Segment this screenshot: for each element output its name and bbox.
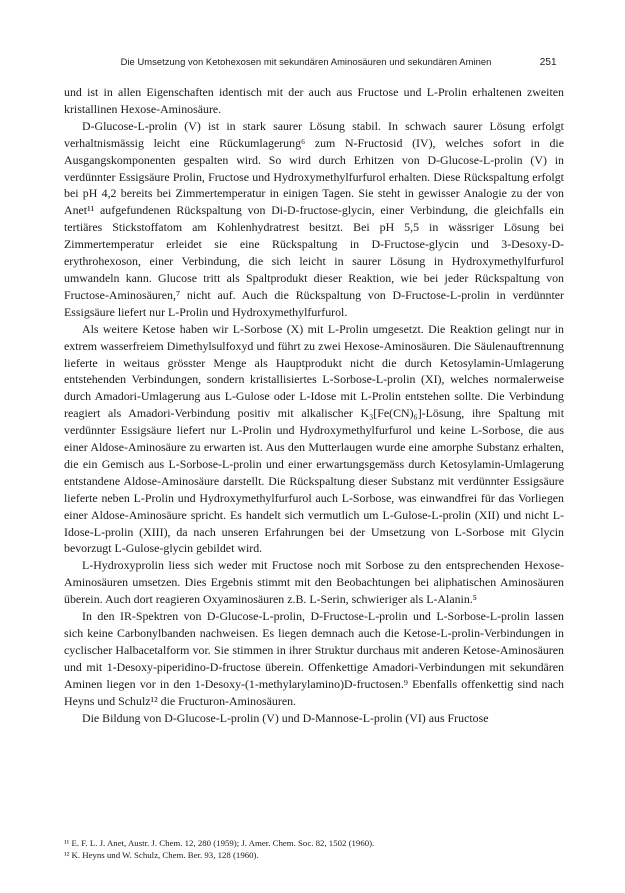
paragraph-continuation: und ist in allen Eigenschaften identisch mit der auch aus Fructose und L-Prolin erhaltenen zweiten kristallinen Hexose-Aminosäure. xyxy=(64,85,564,116)
paragraph-hydroxyprolin: L-Hydroxyprolin liess sich weder mit Fructose noch mit Sorbose zu den entsprechenden Hexose-Aminosäuren umsetzen. Dies Ergebnis stimmt mit den Beobachtungen bei aliphatischen Aminosäuren überein. Auch dort reagieren Oxyaminosäuren z.B. L-Serin, schwieriger als L-Alanin.⁵ xyxy=(64,558,564,607)
footnote-11: ¹¹ E. F. L. J. Anet, Austr. J. Chem. 12, 280 (1959); J. Amer. Chem. Soc. 82, 1502 (1960). xyxy=(64,838,375,848)
running-title: Die Umsetzung von Ketohexosen mit sekundären Aminosäuren und sekundären Aminen xyxy=(120,56,492,67)
paragraph-formation: Die Bildung von D-Glucose-L-prolin (V) und D-Mannose-L-prolin (VI) aus Fructose xyxy=(82,710,489,725)
paragraph-sorbose-reaction: Als weitere Ketose haben wir L-Sorbose (X) mit L-Prolin umgesetzt. Die Reaktion gelingt nur in extrem wasserfreiem Dimethylsulfoxyd und führt zu zwei Hexose-Aminosäuren. Die Säulenauftrennung lieferte in weitaus grösster Menge als Hauptprodukt nicht die durch Ketosylamin-Umlagerung entstehenden Verbindungen, sondern kristallisiertes L-Sorbose-L-prolin (XI), welches normalerweise durch Amadori-Umlagerung aus L-Gulose oder L-Idose mit L-Prolin entstehen sollte. Die Verbindung reagiert als Amadori-Verbindung positiv mit alkalischer K₃[Fe(CN)₆]-Lösung, ihre Spaltung mit verdünnter Essigsäure liefert nur L-Prolin und Hydroxymethylfurfurol und keine L-Sorbose, die aus einer Aldose-Aminosäure zu erwarten ist. Aus den Mutterlaugen wurde eine amorphe Substanz erhalten, die ein Gemisch aus L-Sorbose-L-prolin und einer erwartungsgemäss durch Ketosylamin-Umlagerung entstandene Aldose-Aminosäure darstellt. Die Rückspaltung dieser Substanz mit verdünnter Essigsäure lieferte neben L-Prolin und Hydroxymethylfurfurol auch L-Sorbose, was einwandfrei für das Vorliegen einer Aldose-Aminosäure spricht. Es handelt sich vermutlich um L-Gulose-L-prolin (XII) und nicht L-Idose-L-prolin (XIII), da nach unseren Erfahrungen bei der Umsetzung von L-Sorbose mit Glycin bevorzugt L-Gulose-glycin gebildet wird. xyxy=(64,321,564,556)
paragraph-ir-spectra: In den IR-Spektren von D-Glucose-L-prolin, D-Fructose-L-prolin und L-Sorbose-L-prolin lassen sich keine Carbonylbanden nachweisen. Es liegen demnach auch die Ketose-L-prolin-Verbindungen in cyclischer Halbacetalform vor. Sie stimmen in ihrer Struktur durchaus mit anderen Ketose-Aminosäuren und mit 1-Desoxy-piperidino-D-fructose überein. Offenkettige Amadori-Verbindungen mit sekundären Aminen liegen vor in den 1-Desoxy-(1-methylarylamino)D-fructosen.⁹ Ebenfalls offenkettig sind nach Heyns und Schulz¹² die Fructuron-Aminosäuren. xyxy=(64,609,564,708)
footnote-12: ¹² K. Heyns und W. Schulz, Chem. Ber. 93, 128 (1960). xyxy=(64,849,259,860)
body-text xyxy=(64,84,564,726)
page-header xyxy=(88,56,558,68)
paragraph-glucose-prolin-stability: D-Glucose-L-prolin (V) ist in stark saurer Lösung stabil. In schwach saurer Lösung erfolgt verhaltnismässig leicht eine Rückumlagerung⁶ zum N-Fructosid (IV), welches sofort in die Ausgangskomponenten gespalten wird. So wird durch Erhitzen von D-Glucose-L-prolin (V) in verdünnter Essigsäure Prolin, Fructose und Hydroxymethylfurfurol erhalten. Diese Rückspaltung erfolgt bei pH 4,2 bereits bei Zimmertemperatur in einigen Tagen. Sie steht in gewisser Analogie zu der von Anet¹¹ aufgefundenen Rückspaltung von Di-D-fructose-glycin, einer Verbindung, die gleichfalls ein tertiäres Stickstoffatom am Kohlenhydratrest besitzt. Bei pH 5,5 in wässriger Lösung bei Zimmertemperatur erleidet sie eine Rückspaltung in D-Fructose-glycin und 3-Desoxy-D-erythrohexoson, einer Verbindung, die sich leicht in saurer Lösung in Hydroxymethylfurfurol umwandeln kann. Glucose tritt als Spaltprodukt dieser Reaktion, wie bei jeder Rückspaltung von Fructose-Aminosäuren,⁷ nicht auf. Auch die Rückspaltung von D-Fructose-L-prolin in verdünnter Essigsäure liefert nur L-Prolin und Hydroxymethylfurfurol. xyxy=(64,118,564,319)
footnotes xyxy=(64,838,564,861)
page-number: 251 xyxy=(539,57,557,68)
